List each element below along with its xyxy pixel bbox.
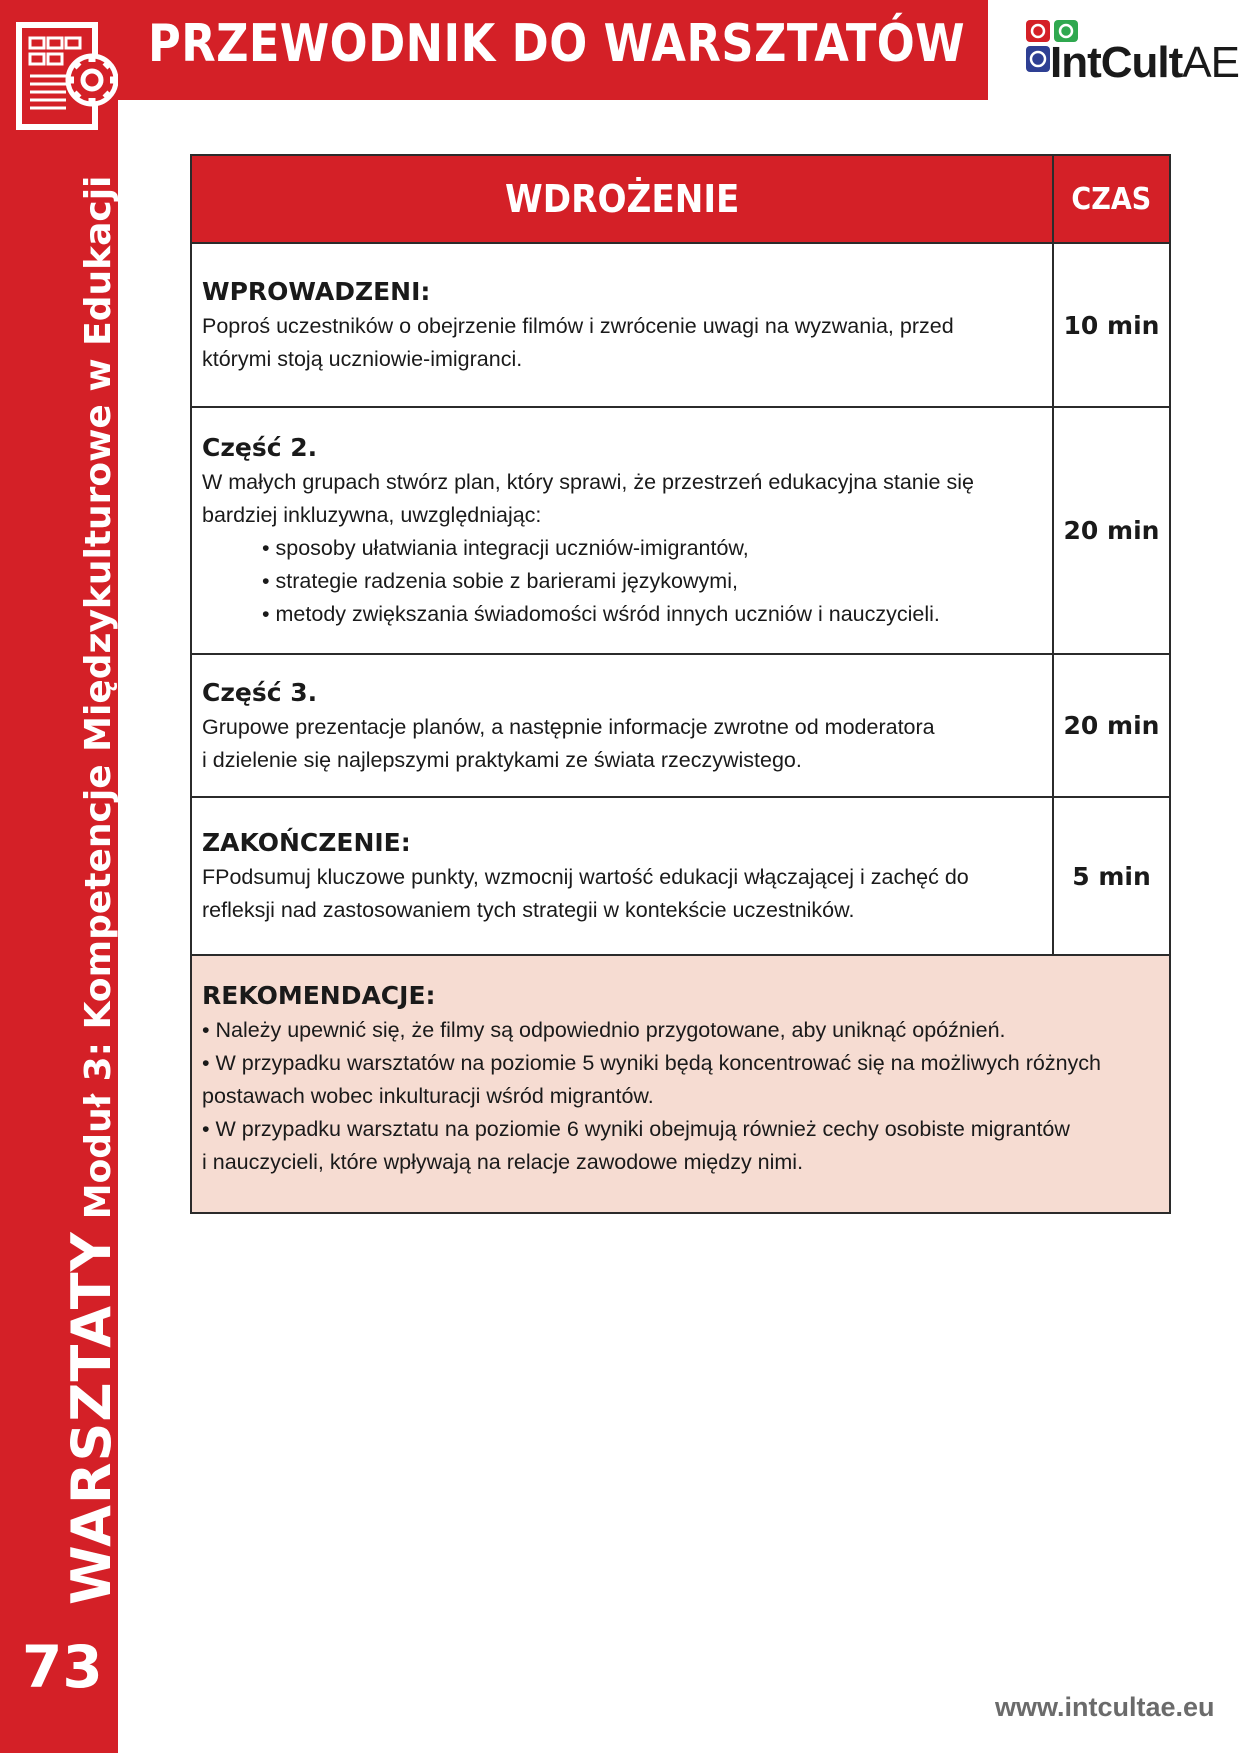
recommendations-row: [191, 955, 1170, 1213]
section-title: ZAKOŃCZENIE:: [202, 828, 411, 857]
time-cell: 20 min: [1053, 654, 1170, 797]
sidebar-title-big: WARSZTATY: [60, 1231, 123, 1605]
row-content: [191, 654, 1053, 797]
table-row: [191, 654, 1170, 797]
text-line: refleksji nad zastosowaniem tych strategii w kontekście uczestników.: [202, 898, 855, 922]
time-cell: 10 min: [1053, 243, 1170, 407]
section-title: WPROWADZENI:: [202, 277, 431, 306]
recommendation-item: • W przypadku warsztatu na poziomie 6 wyniki obejmują również cechy osobiste migrantów: [202, 1113, 1159, 1146]
section-title: Część 2.: [202, 433, 318, 462]
row-content: [191, 243, 1053, 407]
time-cell: 5 min: [1053, 797, 1170, 955]
recommendation-item: • Należy upewnić się, że filmy są odpowiednio przygotowane, aby uniknąć opóźnień.: [202, 1014, 1159, 1047]
table-row: [191, 243, 1170, 407]
footer-url: www.intcultae.eu: [995, 1692, 1215, 1722]
recommendations-cell: [191, 955, 1170, 1213]
recommendation-item-continued: postawach wobec inkulturacji wśród migrantów.: [202, 1083, 654, 1108]
document-gear-icon: [16, 22, 118, 132]
list-item: • strategie radzenia sobie z barierami językowymi,: [262, 565, 1042, 598]
text-line: W małych grupach stwórz plan, który sprawi, że przestrzeń edukacyjna stanie się: [202, 470, 974, 494]
column-header-time: CZAS: [1053, 155, 1170, 243]
recommendations-title: REKOMENDACJE:: [202, 980, 436, 1010]
logo-wordmark: IntCultAE: [1050, 38, 1239, 87]
section-title: Część 3.: [202, 677, 318, 707]
sidebar-title-small: Moduł 3: Kompetencje Międzykulturowe w Edukacji: [78, 175, 119, 1220]
recommendation-item: • W przypadku warsztatów na poziomie 5 wyniki będą koncentrować się na możliwych różnych: [202, 1047, 1159, 1080]
list-item: • metody zwiększania świadomości wśród innych uczniów i nauczycieli.: [262, 598, 1042, 631]
workshop-table: [190, 154, 1171, 1214]
sidebar-vertical-title: [60, 176, 123, 1605]
table-row: [191, 797, 1170, 955]
page-title: PRZEWODNIK DO WARSZTATÓW: [148, 14, 965, 74]
text-line: i dzielenie się najlepszymi praktykami ze świata rzeczywistego.: [202, 747, 802, 772]
bullet-list: [202, 532, 1042, 631]
page-number: 73: [22, 1633, 103, 1701]
column-header-main: WDROŻENIE: [191, 155, 1053, 243]
table-header-row: [191, 155, 1170, 243]
text-line: FPodsumuj kluczowe punkty, wzmocnij wartość edukacji włączającej i zachęć do: [202, 865, 969, 889]
recommendation-item-continued: i nauczycieli, które wpływają na relacje zawodowe między nimi.: [202, 1149, 804, 1174]
row-content: [191, 797, 1053, 955]
text-line: bardziej inkluzywna, uwzględniając:: [202, 503, 542, 527]
text-line: Poproś uczestników o obejrzenie filmów i zwrócenie uwagi na wyzwania, przed: [202, 314, 954, 338]
row-content: [191, 407, 1053, 654]
text-line: którymi stoją uczniowie-imigranci.: [202, 347, 523, 371]
table-row: [191, 407, 1170, 654]
time-cell: 20 min: [1053, 407, 1170, 654]
list-item: • sposoby ułatwiania integracji uczniów-imigrantów,: [262, 532, 1042, 565]
text-line: Grupowe prezentacje planów, a następnie informacje zwrotne od moderatora: [202, 714, 935, 739]
